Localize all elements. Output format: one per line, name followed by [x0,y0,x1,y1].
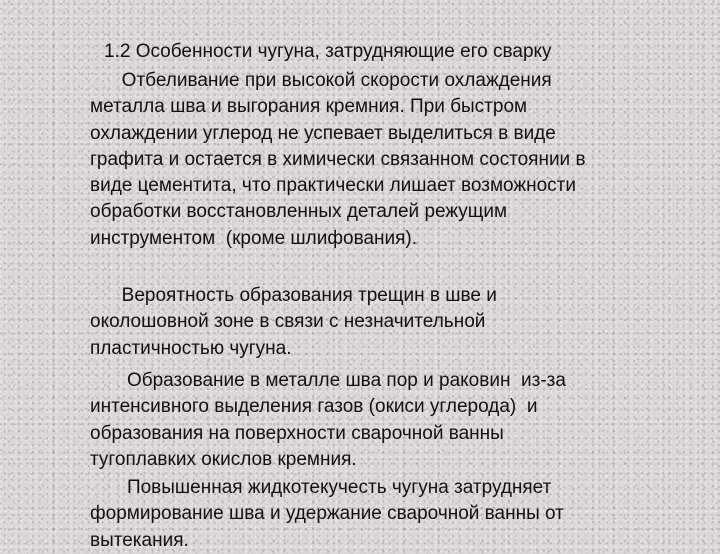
slide-title: 1.2 Особенности чугуна, затрудняющие его сварку [104,41,552,62]
text-line: Вероятность образования трещин в шве и [90,285,497,306]
text-line: металла шва и выгорания кремния. При быстром [90,96,528,118]
paragraph-chill-hardening [90,68,690,252]
paragraph-fluidity [90,475,690,554]
text-line: пластичностью чугуна. [90,337,292,359]
paragraph-cracking [90,283,690,362]
text-line: Образование в металле шва пор и раковин из-за [90,370,566,391]
text-line: обработки восстановленных деталей режущим [90,201,508,223]
text-line: околошовной зоне в связи с незначительной [90,311,486,333]
text-line: вытекания. [90,529,189,551]
text-line: Повышенная жидкотекучесть чугуна затрудняет [90,477,552,498]
text-line: интенсивного выделения газов (окиси углерода) и [90,396,538,418]
text-line: инструментом (кроме шлифования). [90,227,418,249]
text-line: охлаждении углерод не успевает выделиться в виде [90,122,556,144]
text-line: образования на поверхности сварочной ванны [90,422,504,444]
text-line: Отбеливание при высокой скорости охлаждения [90,70,552,91]
text-line: графита и остается в химически связанном состоянии в [90,148,586,170]
text-line: формирование шва и удержание сварочной ванны от [90,503,564,525]
paragraph-porosity [90,368,690,473]
text-line: виде цементита, что практически лишает возможности [90,175,576,197]
text-line: тугоплавких окислов кремния. [90,448,357,470]
